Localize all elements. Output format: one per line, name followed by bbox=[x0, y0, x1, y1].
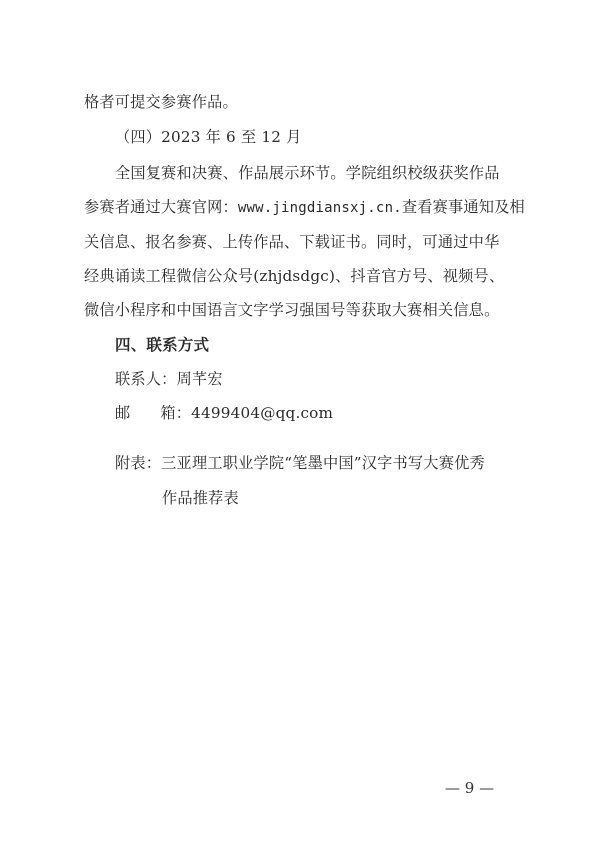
attachment-label: 附表： bbox=[115, 454, 162, 472]
contact-email bbox=[115, 403, 333, 423]
paragraph-text: 参赛者通过大赛官网： bbox=[84, 198, 238, 216]
paragraph-line: 关信息、报名参赛、上传作品、下载证书。同时，可通过中华 bbox=[84, 233, 500, 251]
section-period-heading: （四）2023 年 6 至 12 月 bbox=[115, 128, 302, 146]
paragraph-line: 经典诵读工程微信公众号(zhjdsdgc)、抖音官方号、视频号、 bbox=[84, 267, 505, 285]
contact-heading: 四、联系方式 bbox=[115, 336, 210, 354]
paragraph-line: 微信小程序和中国语言文字学习强国号等获取大赛相关信息。 bbox=[84, 301, 500, 319]
attachment-line bbox=[115, 453, 485, 473]
attachment-title-continuation: 作品推荐表 bbox=[162, 489, 239, 507]
paragraph-text: 查看赛事通知及相 bbox=[401, 198, 525, 216]
paragraph-line-with-url bbox=[84, 197, 525, 218]
contact-person-label: 联系人： bbox=[115, 370, 177, 388]
email-label-part2: 箱： bbox=[160, 404, 192, 422]
email-label-part1: 邮 bbox=[115, 404, 131, 422]
website-link[interactable]: www.jingdiansxj.cn. bbox=[237, 200, 402, 216]
page-number: — 9 — bbox=[445, 779, 495, 797]
email-value[interactable]: 4499404@qq.com bbox=[191, 404, 334, 422]
contact-person bbox=[115, 369, 223, 389]
contact-person-name: 周芊宏 bbox=[176, 370, 223, 388]
paragraph-continuation: 格者可提交参赛作品。 bbox=[84, 93, 238, 111]
paragraph-line: 全国复赛和决赛、作品展示环节。学院组织校级获奖作品 bbox=[115, 164, 500, 182]
attachment-title: 三亚理工职业学院“笔墨中国”汉字书写大赛优秀 bbox=[161, 454, 485, 472]
